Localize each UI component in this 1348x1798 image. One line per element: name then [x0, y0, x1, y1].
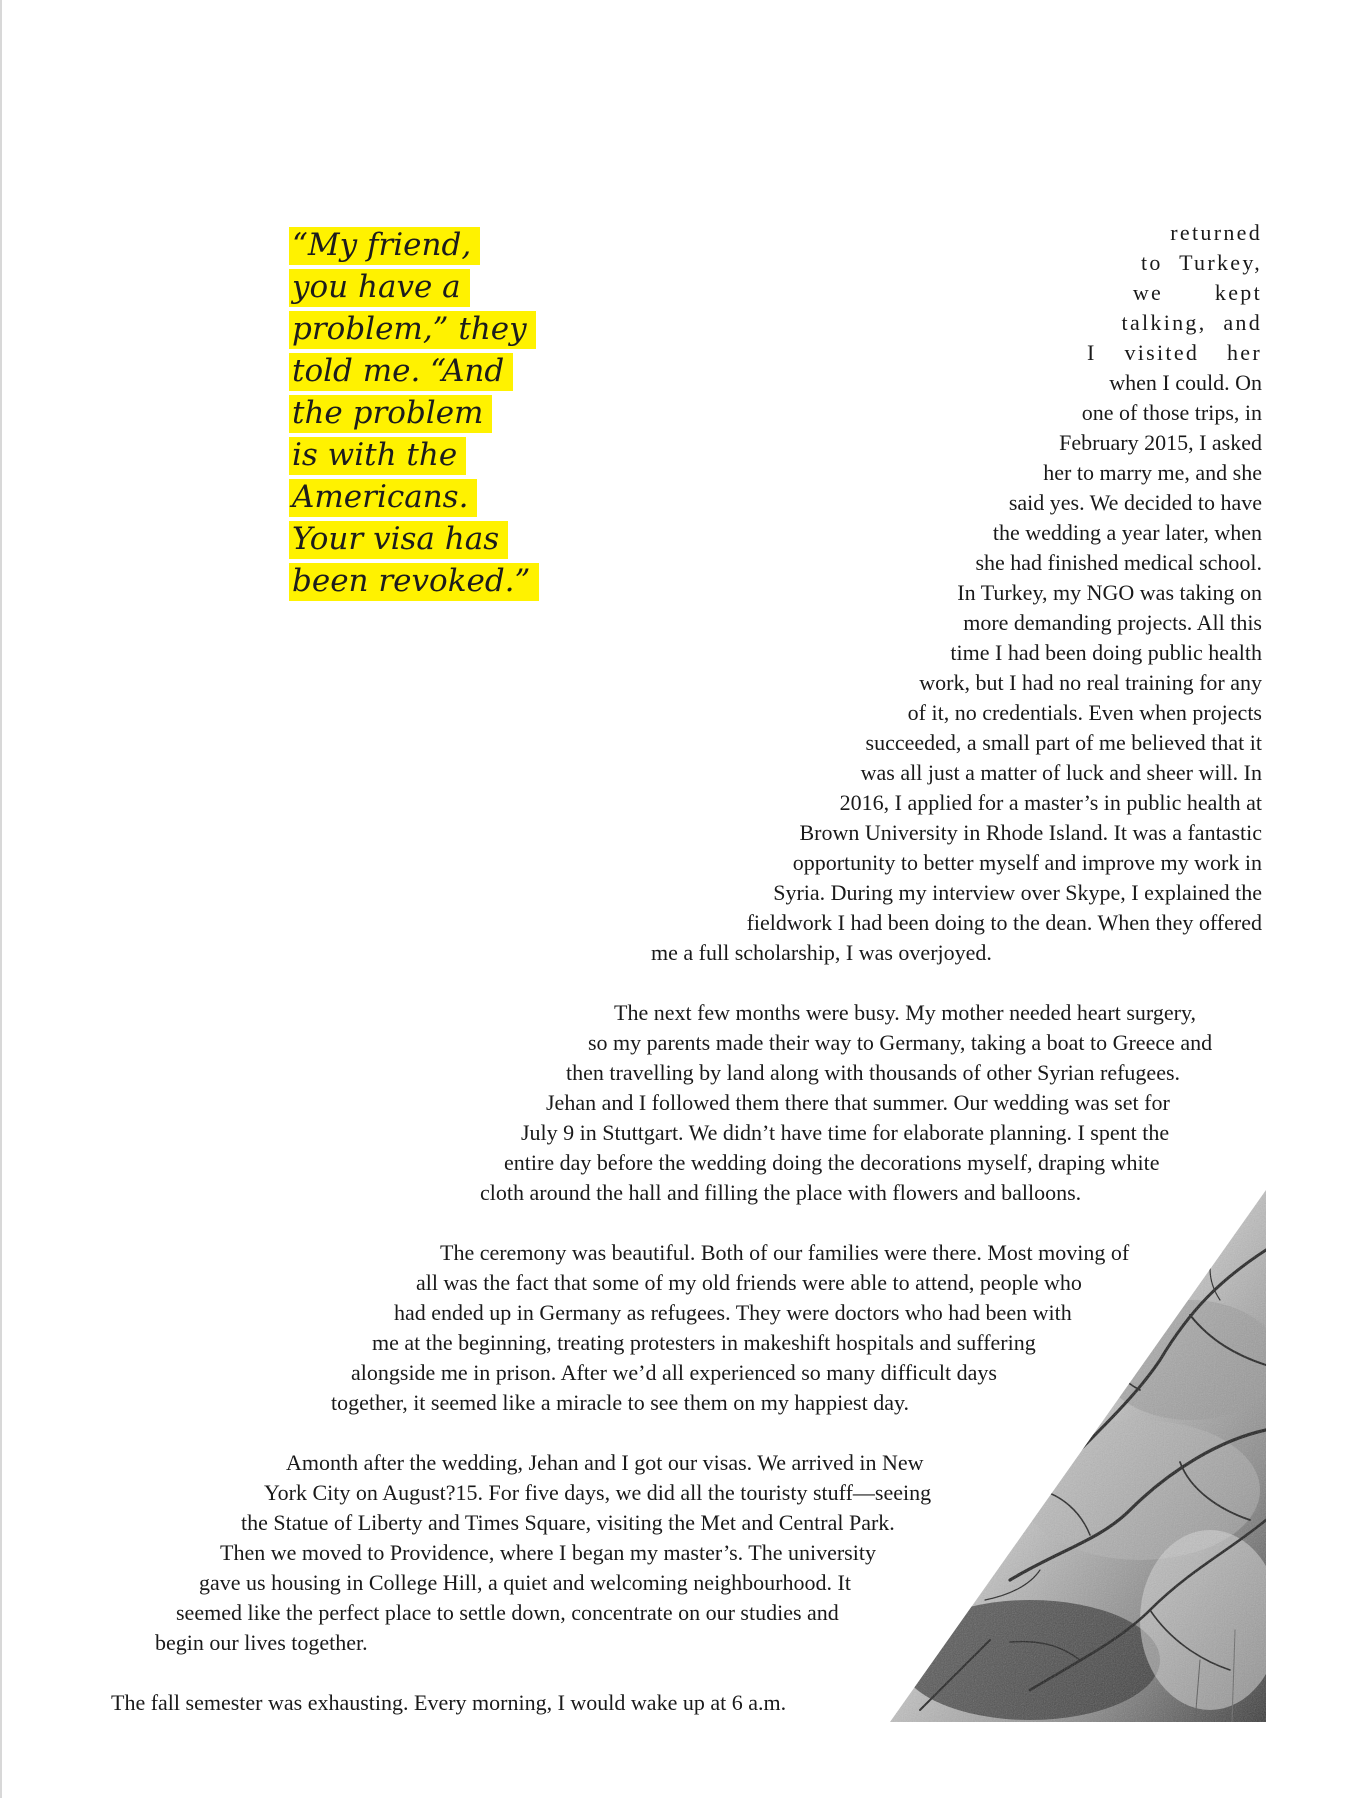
body-line: The fall semester was exhausting. Every morning, I would wake up at 6 a.m. [111, 1690, 787, 1715]
pull-quote-line: Americans. [289, 479, 477, 517]
body-line: alongside me in prison. After we’d all experienced so many difficult days [351, 1360, 997, 1385]
body-line: together, it seemed like a miracle to see them on my happiest day. [331, 1390, 910, 1415]
body-line: succeeded, a small part of me believed that it [865, 730, 1262, 755]
body-line: to Turkey, [1140, 250, 1262, 275]
body-line: she had finished medical school. [975, 550, 1262, 575]
pull-quote-line: the problem [289, 395, 492, 433]
body-line: Jehan and I followed them there that summer. Our wedding was set for [546, 1090, 1170, 1115]
body-line: York City on August?15. For five days, we did all the touristy stuff—seeing [264, 1480, 932, 1505]
body-line: fieldwork I had been doing to the dean. When they offered [746, 910, 1262, 935]
body-line: time I had been doing public health [950, 640, 1262, 665]
body-line: Amonth after the wedding, Jehan and I got our visas. We arrived in New [286, 1450, 924, 1475]
pull-quote-line: told me. “And [289, 353, 513, 391]
body-line: entire day before the wedding doing the decorations myself, draping white [504, 1150, 1160, 1175]
body-line: work, but I had no real training for any [919, 670, 1262, 695]
body-line: had ended up in Germany as refugees. They were doctors who had been with [394, 1300, 1072, 1325]
body-line: February 2015, I asked [1059, 430, 1262, 455]
body-line: one of those trips, in [1081, 400, 1262, 425]
body-line: Brown University in Rhode Island. It was a fantastic [799, 820, 1262, 845]
body-line: so my parents made their way to Germany, taking a boat to Greece and [588, 1030, 1213, 1055]
body-line: seemed like the perfect place to settle down, concentrate on our studies and [176, 1600, 839, 1625]
body-line: In Turkey, my NGO was taking on [957, 580, 1262, 605]
body-line: 2016, I applied for a master’s in public health at [839, 790, 1262, 815]
body-line: all was the fact that some of my old friends were able to attend, people who [416, 1270, 1082, 1295]
pull-quote-line: “My friend, [289, 227, 480, 265]
body-line: returned [1170, 220, 1262, 245]
pull-quote-line: been revoked.” [289, 563, 539, 601]
body-line: opportunity to better myself and improve my work in [792, 850, 1262, 875]
pull-quote-line: is with the [289, 437, 466, 475]
body-line: more demanding projects. All this [963, 610, 1262, 635]
body-line: July 9 in Stuttgart. We didn’t have time for elaborate planning. I spent the [521, 1120, 1170, 1145]
body-line: the Statue of Liberty and Times Square, visiting the Met and Central Park. [241, 1510, 895, 1535]
body-line: was all just a matter of luck and sheer will. In [860, 760, 1262, 785]
body-line: then travelling by land along with thousands of other Syrian refugees. [566, 1060, 1181, 1085]
body-line: talking, and [1121, 310, 1262, 335]
body-line: the wedding a year later, when [992, 520, 1262, 545]
body-line: The ceremony was beautiful. Both of our families were there. Most moving of [440, 1240, 1130, 1265]
body-line: me a full scholarship, I was overjoyed. [651, 940, 992, 965]
pull-quote-line: you have a [289, 269, 470, 307]
body-line: Then we moved to Providence, where I began my master’s. The university [220, 1540, 876, 1565]
body-line: when I could. On [1109, 370, 1262, 395]
body-line: gave us housing in College Hill, a quiet and welcoming neighbourhood. It [199, 1570, 851, 1595]
body-line: her to marry me, and she [1043, 460, 1262, 485]
body-line: cloth around the hall and filling the place with flowers and balloons. [480, 1180, 1082, 1205]
body-line: Syria. During my interview over Skype, I explained the [773, 880, 1262, 905]
page-edge [0, 0, 2, 1798]
body-line: I visited her [1087, 340, 1262, 365]
body-line: me at the beginning, treating protesters in makeshift hospitals and suffering [372, 1330, 1036, 1355]
pull-quote-line: problem,” they [289, 311, 536, 349]
body-line: said yes. We decided to have [1008, 490, 1262, 515]
body-line: The next few months were busy. My mother needed heart surgery, [614, 1000, 1197, 1025]
pull-quote [289, 224, 539, 602]
body-line: we kept [1132, 280, 1262, 305]
pull-quote-line: Your visa has [289, 521, 508, 559]
body-line: begin our lives together. [155, 1630, 368, 1655]
body-line: of it, no credentials. Even when projects [907, 700, 1262, 725]
